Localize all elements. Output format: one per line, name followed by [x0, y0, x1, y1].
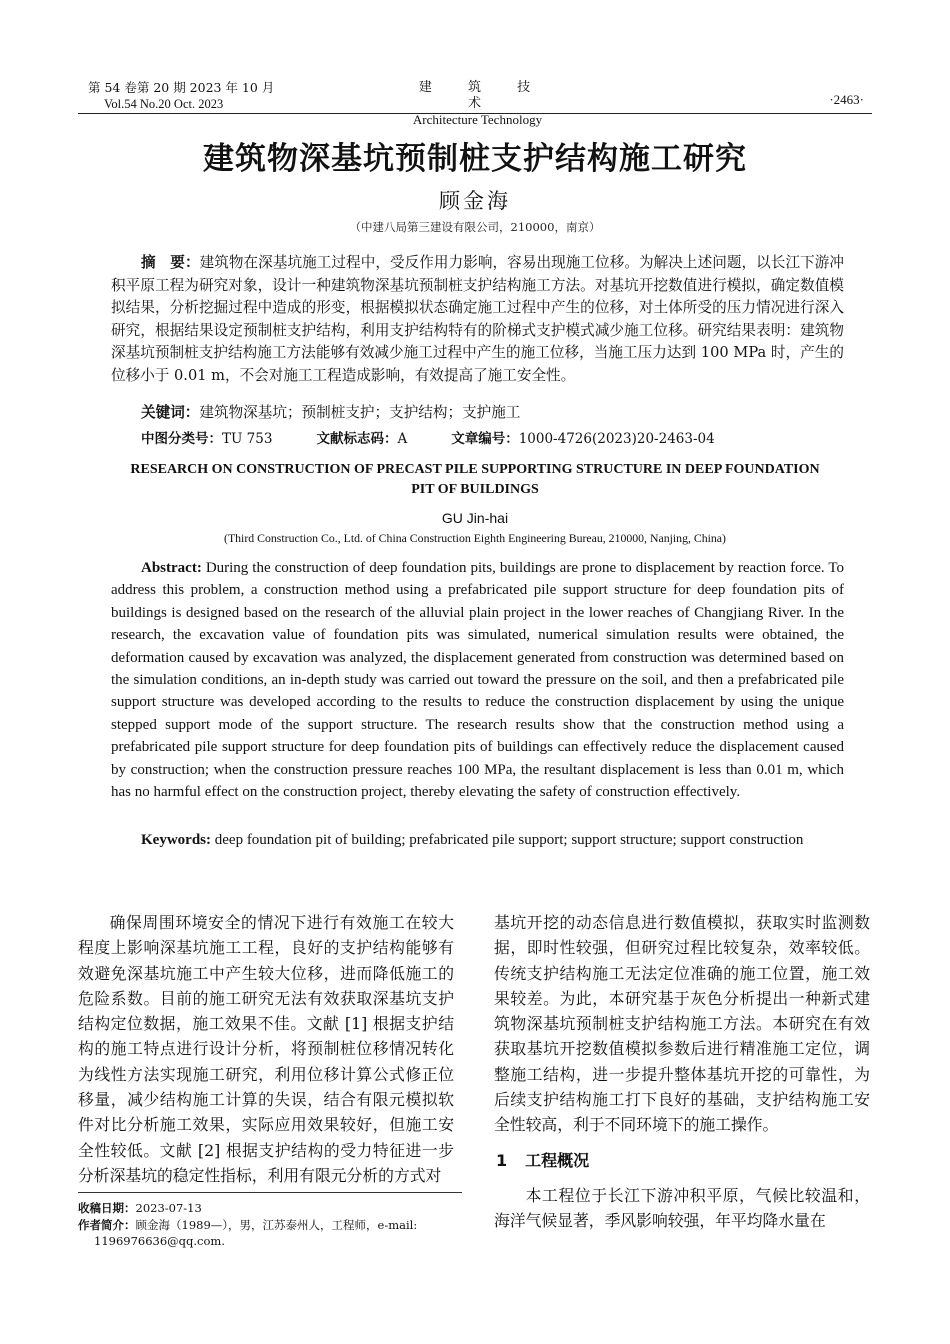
article-title-cn: 建筑物深基坑预制桩支护结构施工研究 [203, 141, 747, 177]
page-number: ·2463· [829, 92, 864, 107]
journal-issue-info [88, 80, 274, 112]
header-rule [78, 113, 872, 114]
section-heading [496, 1148, 870, 1173]
keywords-en [111, 829, 844, 851]
abstract-en [111, 557, 844, 803]
article-no-label: 文章编号： [451, 431, 519, 447]
article-title-en: RESEARCH ON CONSTRUCTION OF PRECAST PILE SUPPORTING STRUCTURE IN DEEP FOUNDATION PIT OF BUILDINGS [130, 462, 820, 497]
section-title: 工程概况 [525, 1150, 590, 1170]
journal-name-cn: 建 筑 技 术 [418, 80, 547, 111]
doc-code-item [316, 427, 407, 447]
bio-text: 顾金海（1989—），男，江苏泰州人，工程师，e-mail: [135, 1217, 418, 1232]
received-label: 收稿日期： [78, 1201, 136, 1215]
abstract-en-text: During the construction of deep foundation pits, buildings are prone to displacement by reaction force. To address this problem, a construction method using a prefabricated pile support structure for deep foundation pits of buildings is designed based on the research of the alluvial plain project in the lower reaches of Changjiang River. In the research, the excavation value of foundation pits was simulated, numerical simulation results were obtained, the deformation caused by excavation was analyzed, the displacement generated from construction was determined based on the simulation conditions, an in-depth study was carried out toward the pressure on the soil, and then a prefabricated pile support structure was developed according to the results to reduce the construction displacement by using the unique stepped support mode of the support structure. The research results show that the construction method using a prefabricated pile support structure for deep foundation pits of buildings can effectively reduce the displacement caused by construction; when the construction pressure reaches 100 MPa, the resultant displacement is less than 0.01 m, which has no harmful effect on the construction project, thereby elevating the safety of construction effectively. [111, 560, 844, 801]
affiliation-en: (Third Construction Co., Ltd. of China Construction Eighth Engineering Bureau, 210000, Nanjing, China) [224, 531, 726, 545]
classification-value: TU 753 [222, 431, 273, 447]
author-en: GU Jin-hai [441, 510, 509, 526]
article-no-value: 1000-4726(2023)20-2463-04 [518, 431, 715, 447]
author-email: 1196976636@qq.com. [94, 1234, 225, 1248]
classification-row [141, 427, 759, 447]
section-number: 1 [496, 1150, 508, 1170]
section-paragraph: 本工程位于长江下游冲积平原，气候比较温和，海洋气候显著，季风影响较强，年平均降水量在 [494, 1185, 870, 1231]
abstract-cn-label: 摘 要： [141, 254, 200, 271]
abstract-en-label: Abstract: [141, 560, 202, 576]
doc-code-label: 文献标志码： [316, 431, 398, 447]
classification-item [141, 427, 272, 447]
keywords-cn-label: 关键词： [141, 404, 200, 421]
article-no-item [451, 427, 715, 447]
abstract-cn-text: 建筑物在深基坑施工过程中，受反作用力影响，容易出现施工位移。为解决上述问题，以长江下游冲积平原工程为研究对象，设计一种建筑物深基坑预制桩支护结构施工方法。对基坑开挖数值进行模拟，确定数值模拟结果，分析挖掘过程中造成的形变，根据模拟状态确定施工过程中产生的位移，对土体所受的压力情况进行深入研究，根据结果设定预制桩支护结构，利用支护结构特有的阶梯式支护模式减少施工位移。研究结果表明：建筑物深基坑预制桩支护结构施工方法能够有效减少施工过程中产生的施工位移，当施工压力达到 100 MPa 时，产生的位移小于 0.01 m，不会对施工工程造成影响，有效提高了施工安全性。 [111, 254, 844, 384]
body-paragraph-continued: 基坑开挖的动态信息进行数值模拟，获取实时监测数据，即时性较强，但研究过程比较复杂，效率较低。传统支护结构施工无法定位准确的施工位置，施工效果较差。为此，本研究基于灰色分析提出一种新式建筑物深基坑预制桩支护结构施工方法。本研究在有效获取基坑开挖数值模拟参数后进行精准施工定位，调整施工结构，进一步提升整体基坑开挖的可靠性，为后续支护结构施工打下良好的基础，支护结构施工安全性较高，利于不同环境下的施工操作。 [494, 913, 870, 1135]
classification-label: 中图分类号： [141, 431, 222, 447]
keywords-en-label: Keywords: [141, 832, 211, 848]
journal-issue-cn: 第 54 卷第 20 期 2023 年 10 月 [88, 80, 275, 95]
affiliation-cn: （中建八局第三建设有限公司，210000，南京） [349, 220, 601, 234]
footnotes [78, 1200, 464, 1250]
journal-issue-en: Vol.54 No.20 Oct. 2023 [104, 97, 224, 111]
abstract-cn [111, 252, 844, 387]
doc-code-value: A [397, 431, 408, 447]
received-value: 2023-07-13 [135, 1201, 202, 1215]
received-date [78, 1200, 464, 1217]
bio-label: 作者简介： [78, 1217, 136, 1232]
author-cn: 顾金海 [439, 189, 511, 213]
journal-name-en: Architecture Technology [412, 112, 543, 127]
keywords-cn [141, 401, 520, 422]
author-bio [78, 1217, 464, 1234]
keywords-cn-text: 建筑物深基坑；预制桩支护；支护结构；支护施工 [199, 404, 521, 421]
body-column-right [494, 910, 870, 1234]
body-paragraph: 确保周围环境安全的情况下进行有效施工在较大程度上影响深基坑施工工程，良好的支护结构能够有效避免深基坑施工中产生较大位移，进而降低施工的危险系数。目前的施工研究无法有效获取深基坑支护结构定位数据，施工效果不佳。文献 [1] 根据支护结构的施工特点进行设计分析，将预制桩位移情况转化为线性方法实现施工研究，利用位移计算公式修正位移量，减少结构施工计算的失误，结合有限元模拟软件对比分析施工效果，实际应用效果较好，但施工安全性较低。文献 [2] 根据支护结构的受力特征进一步分析深基坑的稳定性指标，利用有限元分析的方式对 [78, 913, 454, 1185]
journal-name [405, 80, 550, 128]
footnote-rule [78, 1192, 462, 1193]
body-column-left [78, 910, 454, 1188]
keywords-en-text: deep foundation pit of building; prefabricated pile support; support structure; support construction [214, 832, 804, 848]
